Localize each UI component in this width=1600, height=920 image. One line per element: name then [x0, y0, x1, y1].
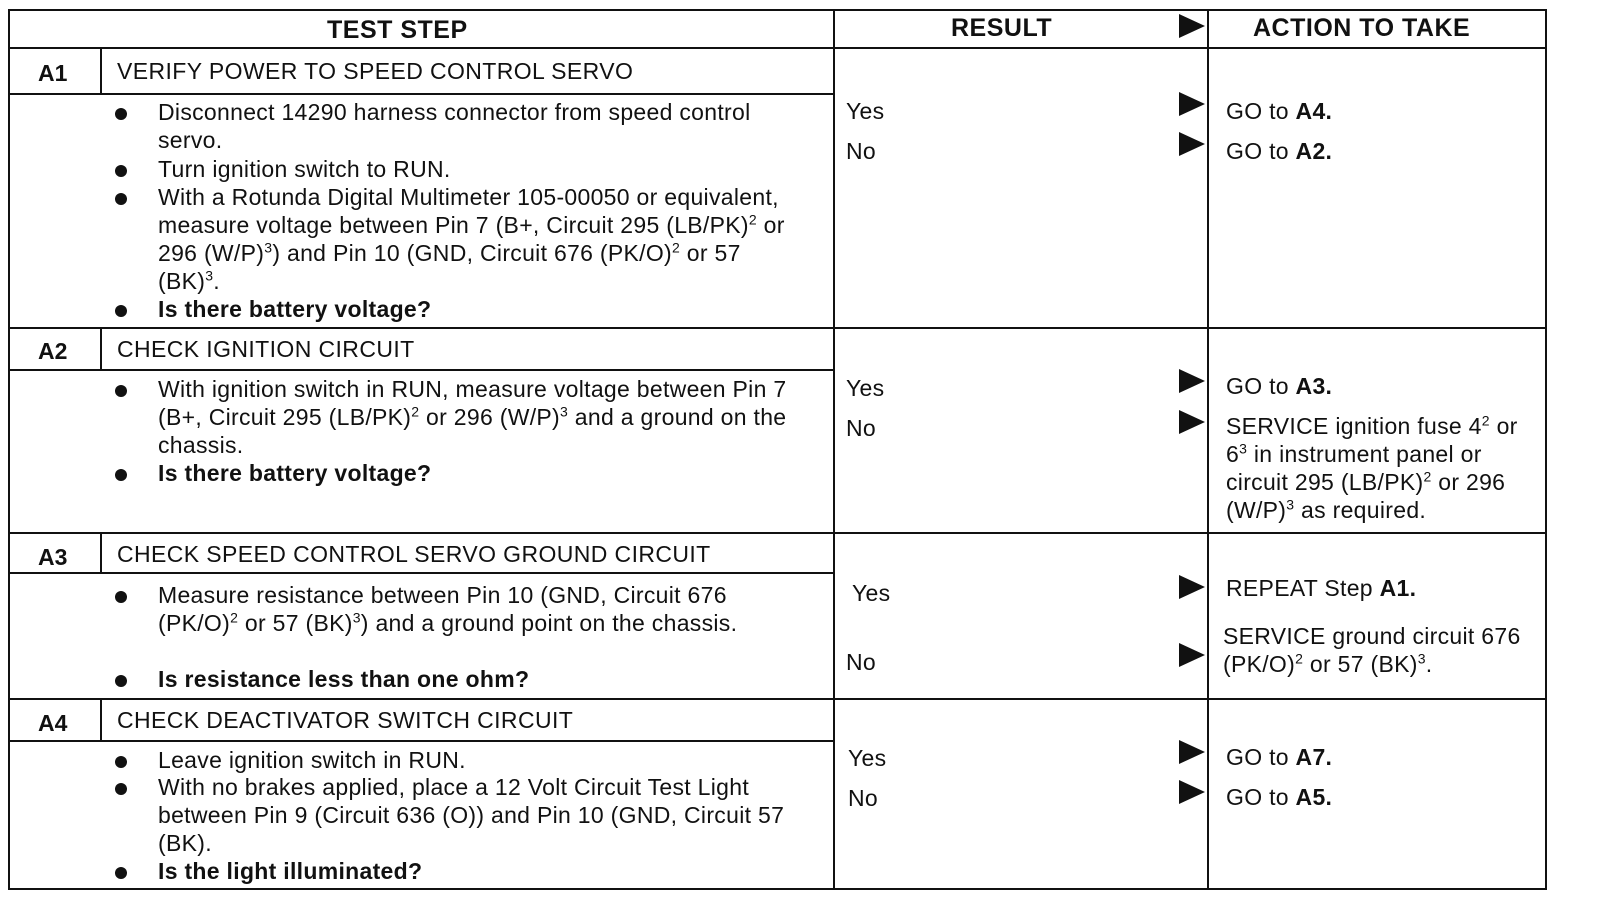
bullet-icon	[115, 591, 127, 603]
id-divider-a1	[100, 47, 102, 95]
step-id-a4: A4	[38, 710, 68, 736]
step-a1-bullet-2: Turn ignition switch to RUN.	[158, 156, 451, 182]
step-title-a4: CHECK DEACTIVATOR SWITCH CIRCUIT	[117, 707, 574, 733]
bullet-icon	[115, 675, 127, 687]
action-a3-no: SERVICE ground circuit 676 $(PK/O)^2$ or 57 (BK)$^3$.	[1223, 623, 1521, 677]
action-a4-no: GO to A5.	[1226, 784, 1333, 810]
step-a1-bullet-1: Disconnect 14290 harness connector from speed control servo.	[158, 99, 751, 153]
action-a4-yes: GO to A7.	[1226, 744, 1333, 770]
result-arrow-icon	[1179, 780, 1205, 804]
result-a2-no: No	[846, 415, 877, 441]
section-divider-a3	[8, 532, 1547, 534]
step-a3-question: Is resistance less than one ohm?	[158, 666, 530, 692]
bullet-icon	[115, 385, 127, 397]
action-a1-no: GO to A2.	[1226, 138, 1333, 164]
step-title-a3: CHECK SPEED CONTROL SERVO GROUND CIRCUIT	[117, 541, 711, 567]
table-border-top	[8, 9, 1547, 11]
section-divider-a4	[8, 698, 1547, 700]
result-arrow-icon	[1179, 643, 1205, 667]
bullet-icon	[115, 305, 127, 317]
result-a1-yes: Yes	[846, 98, 885, 124]
title-divider-a3	[8, 572, 835, 574]
result-a3-no: No	[846, 649, 877, 675]
id-divider-a4	[100, 698, 102, 742]
column-divider-action	[1207, 9, 1209, 890]
title-divider-a4	[8, 740, 835, 742]
result-arrow-icon	[1179, 410, 1205, 434]
step-a2-bullet-1: With ignition switch in RUN, measure voltage between Pin 7 (B+, Circuit 295 $(LB/PK)^2$ or 296 $(W/P)^3$ and a ground on the chassis.	[158, 376, 787, 458]
table-border-bottom	[8, 888, 1547, 890]
result-a1-no: No	[846, 138, 877, 164]
bullet-icon	[115, 756, 127, 768]
result-a4-yes: Yes	[848, 745, 887, 771]
step-a1-question: Is there battery voltage?	[158, 296, 432, 322]
header-result: RESULT	[951, 14, 1053, 42]
action-a2-no: SERVICE ignition fuse $4^2$ or $6^3$ in instrument panel or circuit 295 $(LB/PK)^2$ or 296 $(W/P)^3$ as required.	[1226, 412, 1518, 523]
result-arrow-icon	[1179, 575, 1205, 599]
result-arrow-icon	[1179, 132, 1205, 156]
title-divider-a2	[8, 369, 835, 371]
action-a3-yes: REPEAT Step A1.	[1226, 575, 1417, 601]
step-id-a2: A2	[38, 338, 68, 364]
step-title-a2: CHECK IGNITION CIRCUIT	[117, 336, 415, 362]
step-a2-question: Is there battery voltage?	[158, 460, 432, 486]
step-a4-bullet-1: Leave ignition switch in RUN.	[158, 747, 466, 773]
result-a2-yes: Yes	[846, 375, 885, 401]
result-arrow-icon	[1179, 369, 1205, 393]
id-divider-a3	[100, 532, 102, 574]
bullet-icon	[115, 783, 127, 795]
bullet-icon	[115, 165, 127, 177]
action-a2-yes: GO to A3.	[1226, 373, 1333, 399]
result-a3-yes: Yes	[852, 580, 891, 606]
header-divider	[8, 47, 1547, 49]
id-divider-a2	[100, 327, 102, 371]
bullet-icon	[115, 469, 127, 481]
bullet-icon	[115, 193, 127, 205]
step-a4-question: Is the light illuminated?	[158, 858, 423, 884]
section-divider-a2	[8, 327, 1547, 329]
step-title-a1: VERIFY POWER TO SPEED CONTROL SERVO	[117, 58, 634, 84]
step-a3-bullet-1: Measure resistance between Pin 10 (GND, Circuit 676 $(PK/O)^2$ or 57 (BK)$^3$) and a ground point on the chassis.	[158, 582, 738, 636]
step-a1-bullet-3: With a Rotunda Digital Multimeter 105-00050 or equivalent, measure voltage between Pin 7 (B+, Circuit 295 $(LB/PK)^2$ or 296 $(W/P)^3$) and Pin 10 (GND, Circuit 676 $(PK/O)^2$ or 57 (BK)$^3$.	[158, 184, 785, 294]
result-a4-no: No	[848, 785, 879, 811]
step-id-a3: A3	[38, 544, 68, 570]
table-border-left	[8, 9, 10, 890]
step-a4-bullet-2: With no brakes applied, place a 12 Volt Circuit Test Light between Pin 9 (Circuit 636 (O)) and Pin 10 (GND, Circuit 57 (BK).	[158, 774, 785, 856]
bullet-icon	[115, 108, 127, 120]
bullet-icon	[115, 867, 127, 879]
result-arrow-icon	[1179, 92, 1205, 116]
header-arrow-icon	[1179, 14, 1205, 38]
action-a1-yes: GO to A4.	[1226, 98, 1333, 124]
header-test-step: TEST STEP	[327, 16, 468, 44]
title-divider-a1	[8, 93, 835, 95]
column-divider-result	[833, 9, 835, 890]
step-id-a1: A1	[38, 60, 68, 86]
header-action: ACTION TO TAKE	[1253, 14, 1471, 42]
result-arrow-icon	[1179, 740, 1205, 764]
table-border-right	[1545, 9, 1547, 890]
